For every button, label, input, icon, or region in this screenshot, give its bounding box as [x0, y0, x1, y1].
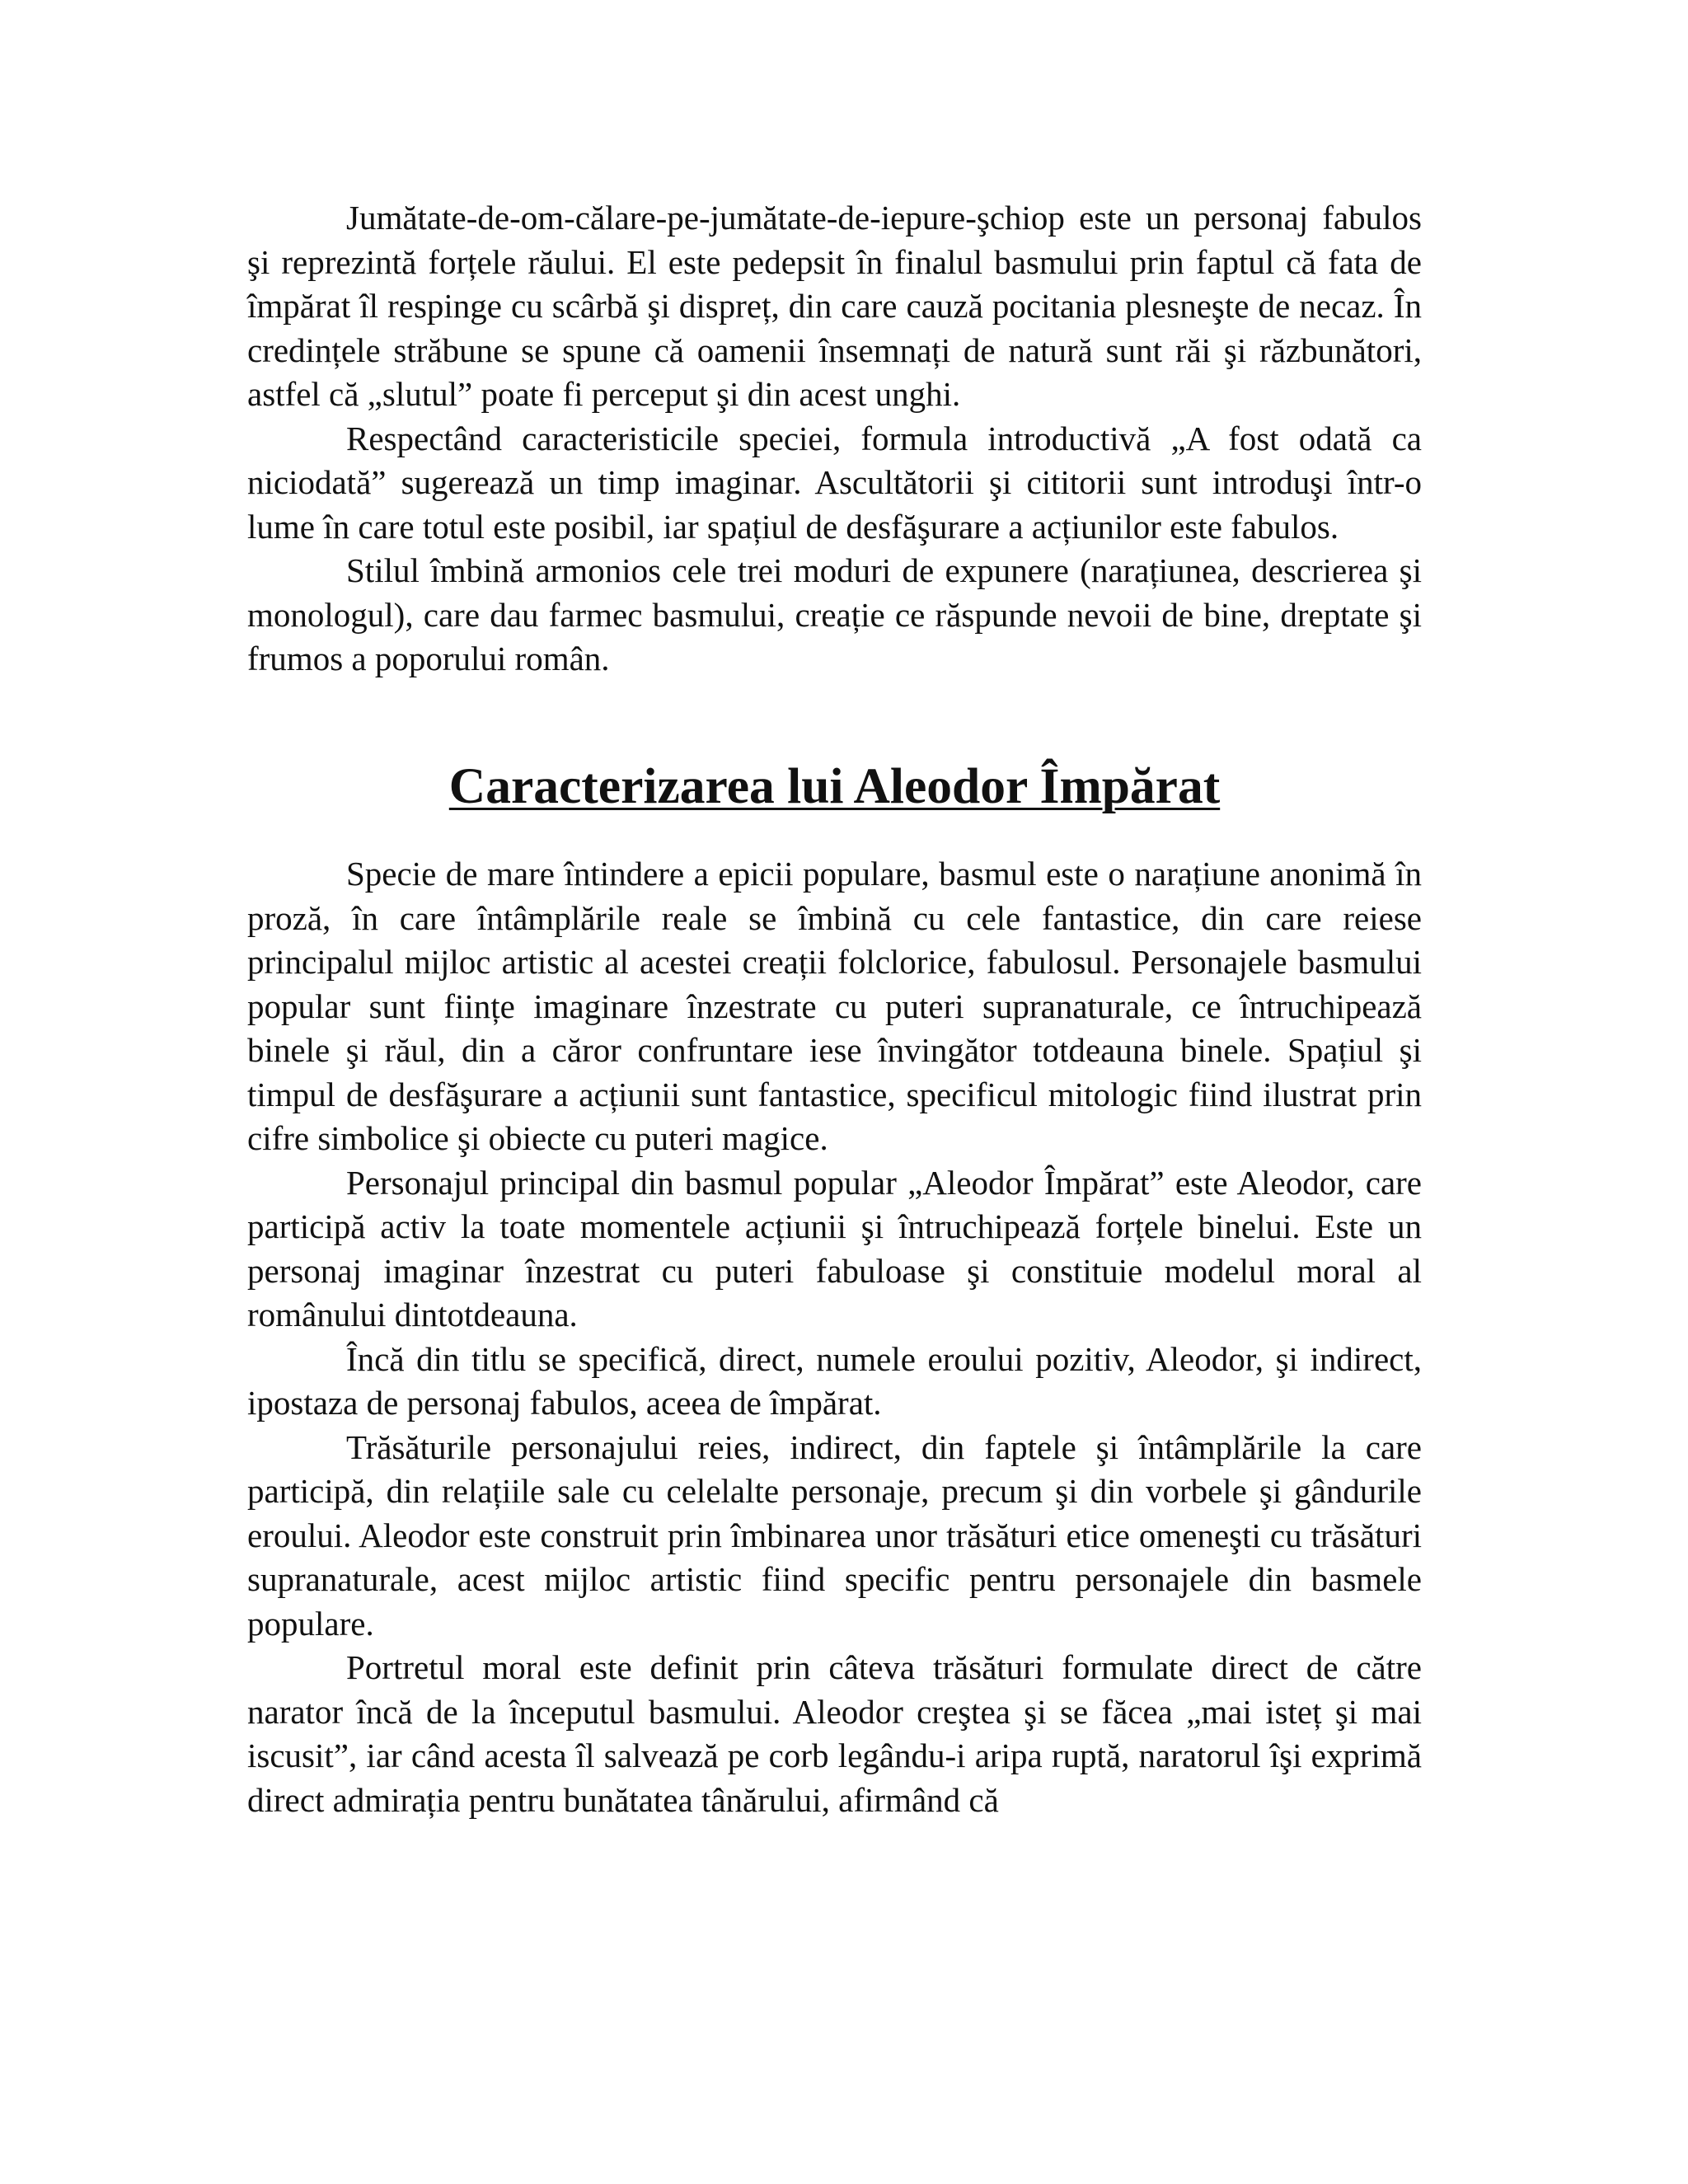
- paragraph-2: Respectând caracteristicile speciei, formula introductivă „A fost odată ca niciodată” sugerează un timp imaginar. Ascultătorii şi cititorii sunt introduşi într-o lume în care totul este posibil, iar spațiul de desfăşurare a acțiunilor este fabulos.: [247, 419, 1422, 546]
- section-heading: Caracterizarea lui Aleodor Împărat: [448, 757, 1221, 814]
- spacer: [247, 682, 1422, 765]
- paragraph-8: Portretul moral este definit prin câteva trăsături formulate direct de către narator încă de la începutul basmului. Aleodor creştea şi se făcea „mai isteț şi mai iscusit”, iar când acesta îl salvează pe corb legându-i aripa ruptă, naratorul îşi exprimă direct admirația pentru bunătatea tânărului, afirmând că: [247, 1648, 1422, 1819]
- spacer: [247, 808, 1422, 852]
- document-page: [247, 196, 1422, 1822]
- paragraph-4: Specie de mare întindere a epicii populare, basmul este o narațiune anonimă în proză, în care întâmplările reale se îmbină cu cele fantastice, din care reiese principalul mijloc artistic al acestei creații folclorice, fabulosul. Personajele basmului popular sunt ființe imaginare înzestrate cu puteri supranaturale, ce întruchipează binele şi răul, din a căror confruntare iese învingător totdeauna binele. Spațiul şi timpul de desfăşurare a acțiunii sunt fantastice, specificul mitologic fiind ilustrat prin cifre simbolice şi obiecte cu puteri magice.: [247, 855, 1422, 1157]
- paragraph-6: Încă din titlu se specifică, direct, numele eroului pozitiv, Aleodor, şi indirect, ipostaza de personaj fabulos, aceea de împărat.: [247, 1339, 1422, 1422]
- paragraph-5: Personajul principal din basmul popular „Aleodor Împărat” este Aleodor, care participă activ la toate momentele acțiunii şi întruchipează forțele binelui. Este un personaj imaginar înzestrat cu puteri fabuloase şi constituie modelul moral al românului dintotdeauna.: [247, 1163, 1422, 1333]
- paragraph-1: Jumătate-de-om-călare-pe-jumătate-de-iepure-şchiop este un personaj fabulos şi reprezintă forțele răului. El este pedepsit în finalul basmului prin faptul că fata de împărat îl respinge cu scârbă şi dispreț, din care cauză pocitania plesneşte de necaz. În credințele străbune se spune că oamenii însemnați de natură sunt răi şi răzbunători, astfel că „slutul” poate fi perceput şi din acest unghi.: [247, 199, 1422, 413]
- paragraph-7: Trăsăturile personajului reies, indirect, din faptele şi întâmplările la care participă, din relațiile sale cu celelalte personaje, precum şi din vorbele şi gândurile eroului. Aleodor este construit prin îmbinarea unor trăsături etice omeneşti cu trăsături supranaturale, acest mijloc artistic fiind specific pentru personajele din basmele populare.: [247, 1427, 1422, 1643]
- paragraph-3: Stilul îmbină armonios cele trei moduri de expunere (narațiunea, descrierea şi monologul), care dau farmec basmului, creație ce răspunde nevoii de bine, dreptate şi frumos a poporului român.: [247, 551, 1422, 677]
